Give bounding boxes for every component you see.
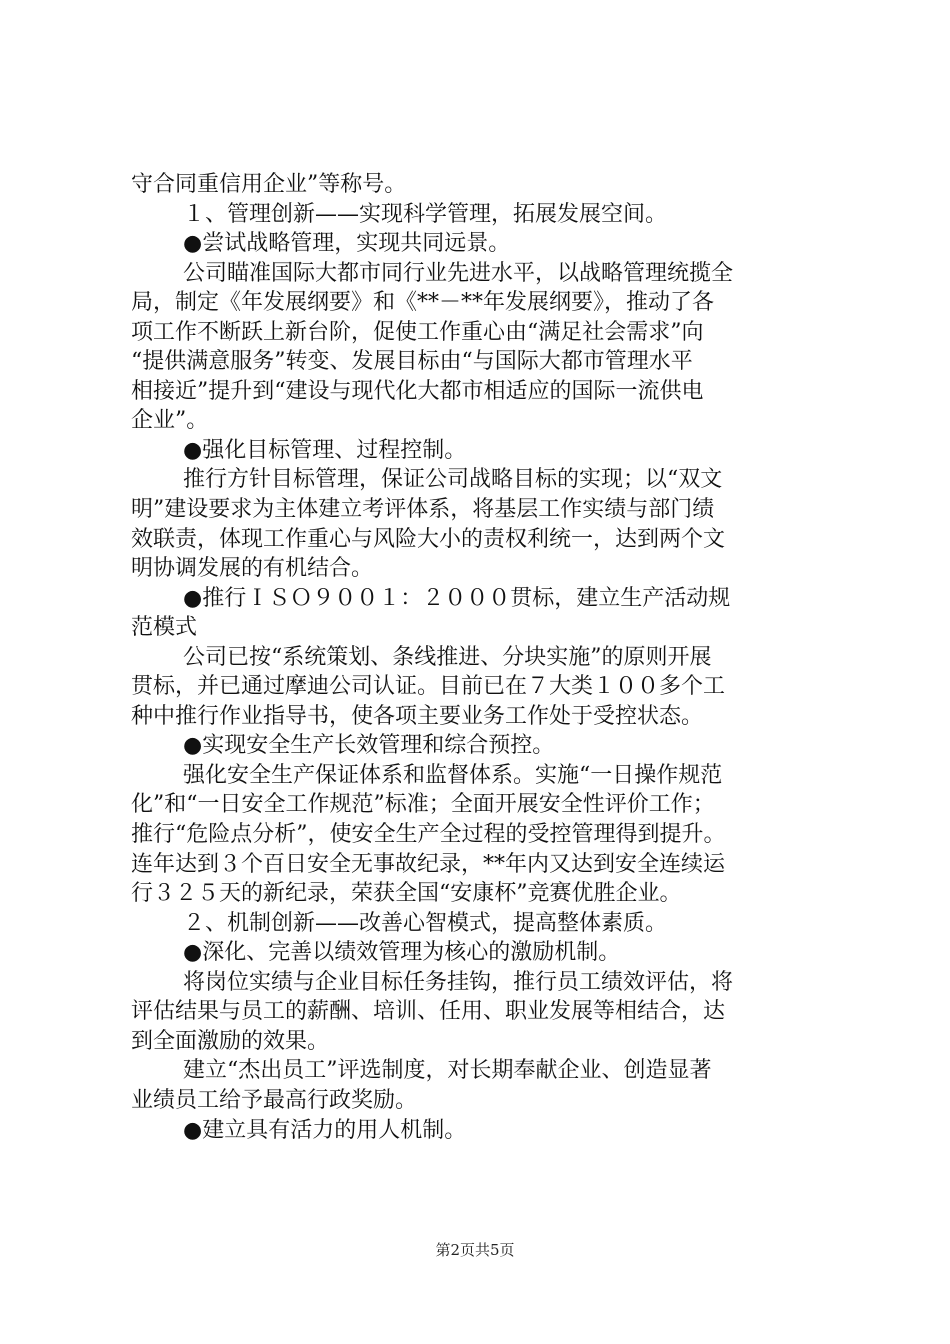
page-total: 共5页 xyxy=(475,1241,515,1259)
body-line: 明协调发展的有机结合。 xyxy=(131,556,374,582)
body-line: 种中推行作业指导书，使各项主要业务工作处于受控状态。 xyxy=(131,703,704,729)
document-body xyxy=(131,170,836,1145)
section-heading: １、管理创新——实现科学管理，拓展发展空间。 xyxy=(183,201,668,227)
bullet-heading: ●深化、完善以绩效管理为核心的激励机制。 xyxy=(183,940,621,966)
bullet-heading: ●建立具有活力的用人机制。 xyxy=(183,1117,467,1143)
body-line: 守合同重信用企业”等称号。 xyxy=(131,172,407,197)
body-line: 局，制定《年发展纲要》和《**－**年发展纲要》，推动了各 xyxy=(131,290,715,316)
body-line: 推行方针目标管理，保证公司战略目标的实现；以“双文 xyxy=(183,467,723,493)
body-line: 相接近”提升到“建设与现代化大都市相适应的国际一流供电 xyxy=(131,378,704,404)
body-line: 公司瞄准国际大都市同行业先进水平，以战略管理统揽全 xyxy=(183,260,734,286)
body-line: 业绩员工给予最高行政奖励。 xyxy=(131,1087,418,1113)
section-heading: ２、机制创新——改善心智模式，提高整体素质。 xyxy=(183,910,668,936)
body-line: 企业”。 xyxy=(131,408,209,434)
bullet-heading: ●实现安全生产长效管理和综合预控。 xyxy=(183,733,555,759)
page-number: 第2页 xyxy=(435,1241,475,1259)
body-line: 项工作不断跃上新台阶，促使工作重心由“满足社会需求”向 xyxy=(131,319,704,345)
body-line: 化”和“一日安全工作规范”标准；全面开展安全性评价工作； xyxy=(131,792,715,818)
bullet-heading: ●尝试战略管理，实现共同远景。 xyxy=(183,231,511,257)
body-line: 贯标，并已通过摩迪公司认证。目前已在７大类１００多个工 xyxy=(131,674,726,700)
body-line: 行３２５天的新纪录，荣获全国“安康杯”竞赛优胜企业。 xyxy=(131,881,682,907)
body-line: 公司已按“系统策划、条线推进、分块实施”的原则开展 xyxy=(183,644,712,670)
bullet-heading: ●推行ＩＳＯ９００１：２０００贯标，建立生产活动规 xyxy=(183,585,731,611)
body-line: 明”建设要求为主体建立考评体系，将基层工作实绩与部门绩 xyxy=(131,497,715,523)
body-line: 建立“杰出员工”评选制度，对长期奉献企业、创造显著 xyxy=(183,1058,712,1084)
body-line: 推行“危险点分析”，使安全生产全过程的受控管理得到提升。 xyxy=(131,822,726,848)
body-line: 强化安全生产保证体系和监督体系。实施“一日操作规范 xyxy=(183,762,723,788)
bullet-heading: ●强化目标管理、过程控制。 xyxy=(183,437,467,463)
body-line: 到全面激励的效果。 xyxy=(131,1028,330,1054)
body-line: 评估结果与员工的薪酬、培训、任用、职业发展等相结合，达 xyxy=(131,999,726,1025)
body-line: “提供满意服务”转变、发展目标由“与国际大都市管理水平 xyxy=(131,349,693,375)
body-line: 连年达到３个百日安全无事故纪录，**年内又达到安全连续运 xyxy=(131,851,726,877)
body-line: 将岗位实绩与企业目标任务挂钩，推行员工绩效评估，将 xyxy=(183,969,734,995)
body-line: 效联责，体现工作重心与风险大小的责权利统一，达到两个文 xyxy=(131,526,726,552)
body-line: 范模式 xyxy=(131,615,198,641)
page-footer xyxy=(0,1240,950,1260)
